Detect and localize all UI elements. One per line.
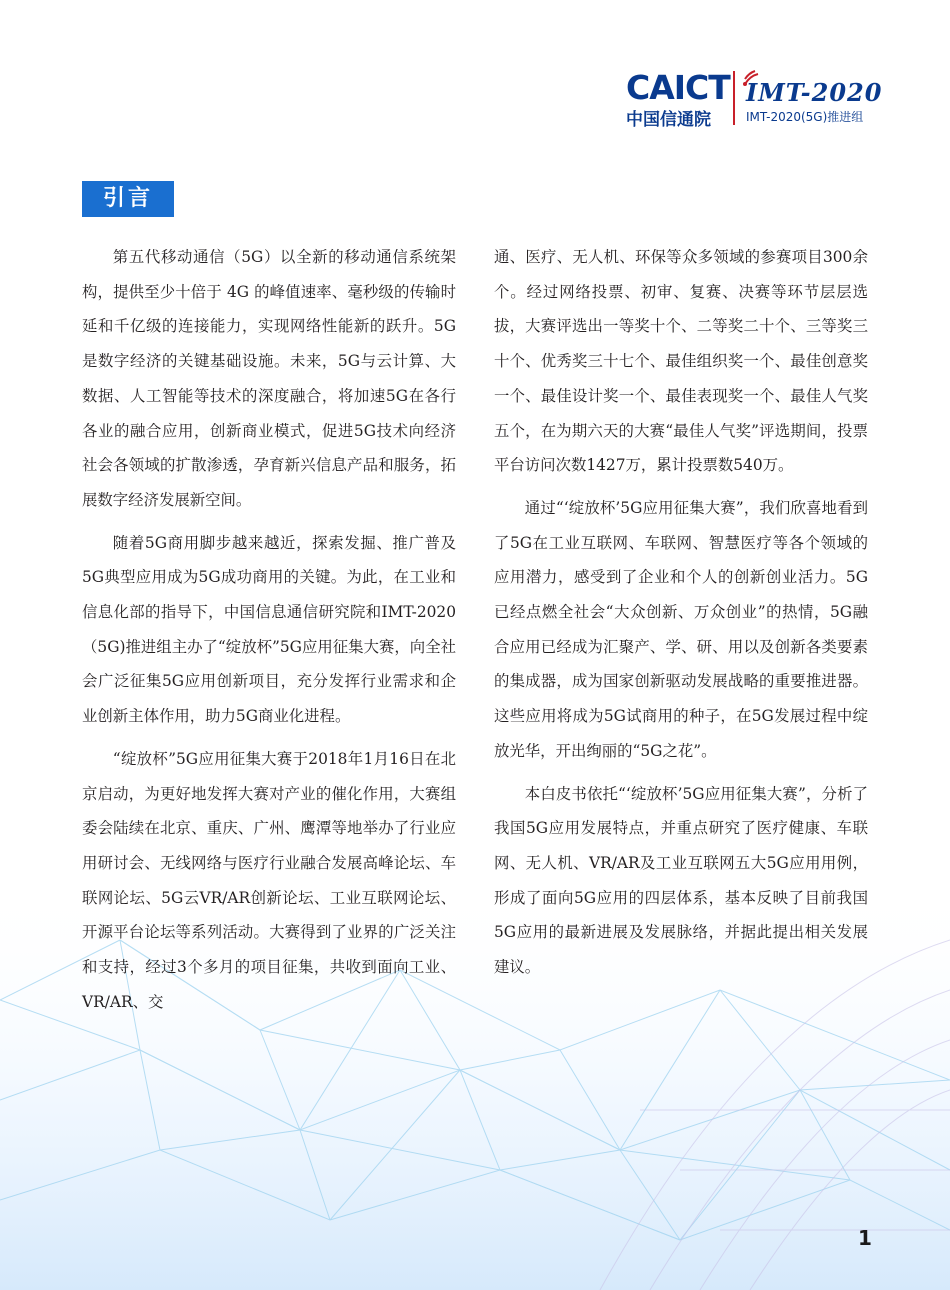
caict-logo-chinese: 中国信通院 xyxy=(626,110,711,130)
paragraph: “绽放杯”5G应用征集大赛于2018年1月16日在北京启动，为更好地发挥大赛对产业的催化作用，大赛组委会陆续在北京、重庆、广州、鹰潭等地举办了行业应用研讨会、无线网络与医疗行业融合发展高峰论坛、车联网论坛、5G云VR/AR创新论坛、工业互联网论坛、开源平台论坛等系列活动。大赛得到了业界的广泛关注和支持，经过3个多月的项目征集，共收到面向工业、VR/AR、交 xyxy=(82,749,456,1011)
text-column-left xyxy=(82,240,456,1027)
logo-divider xyxy=(733,71,735,125)
page-number: 1 xyxy=(858,1226,872,1250)
section-heading: 引言 xyxy=(82,181,174,217)
text-column-right xyxy=(494,240,868,993)
caict-logo-text: CAICT xyxy=(626,68,730,107)
paragraph: 随着5G商用脚步越来越近，探索发掘、推广普及5G典型应用成为5G成功商用的关键。为此，在工业和信息化部的指导下，中国信息通信研究院和IMT-2020（5G)推进组主办了“绽放杯”5G应用征集大赛，向全社会广泛征集5G应用创新项目，充分发挥行业需求和企业创新主体作用，助力5G商业化进程。 xyxy=(82,533,456,726)
imt-logo-subtitle: IMT-2020(5G)推进组 xyxy=(746,110,864,124)
paragraph: 第五代移动通信（5G）以全新的移动通信系统架构，提供至少十倍于 4G 的峰值速率、毫秒级的传输时延和千亿级的连接能力，实现网络性能新的跃升。5G是数字经济的关键基础设施。未来，5G与云计算、大数据、人工智能等技术的深度融合，将加速5G在各行各业的融合应用，创新商业模式，促进5G技术向经济社会各领域的扩散渗透，孕育新兴信息产品和服务，拓展数字经济发展新空间。 xyxy=(82,248,456,509)
paragraph-continuation: 通、医疗、无人机、环保等众多领域的参赛项目300余个。经过网络投票、初审、复赛、决赛等环节层层选拔，大赛评选出一等奖十个、二等奖二十个、三等奖三十个、优秀奖三十七个、最佳组织奖一个、最佳创意奖一个、最佳设计奖一个、最佳表现奖一个、最佳人气奖五个，在为期六天的大赛“最佳人气奖”评选期间，投票平台访问次数1427万，累计投票数540万。 xyxy=(494,248,868,475)
paragraph: 通过“‘绽放杯’5G应用征集大赛”，我们欣喜地看到了5G在工业互联网、车联网、智慧医疗等各个领域的应用潜力，感受到了企业和个人的创新创业活力。5G已经点燃全社会“大众创新、万众创业”的热情，5G融合应用已经成为汇聚产、学、研、用以及创新各类要素的集成器，成为国家创新驱动发展战略的重要推进器。这些应用将成为5G试商用的种子，在5G发展过程中绽放光华，开出绚丽的“5G之花”。 xyxy=(494,498,868,760)
paragraph: 本白皮书依托“‘绽放杯’5G应用征集大赛”，分析了我国5G应用发展特点，并重点研究了医疗健康、车联网、无人机、VR/AR及工业互联网五大5G应用用例，形成了面向5G应用的四层体系，基本反映了目前我国5G应用的最新进展及发展脉络，并据此提出相关发展建议。 xyxy=(494,784,868,977)
imt-logo-text: IMT-2020 xyxy=(746,78,883,107)
